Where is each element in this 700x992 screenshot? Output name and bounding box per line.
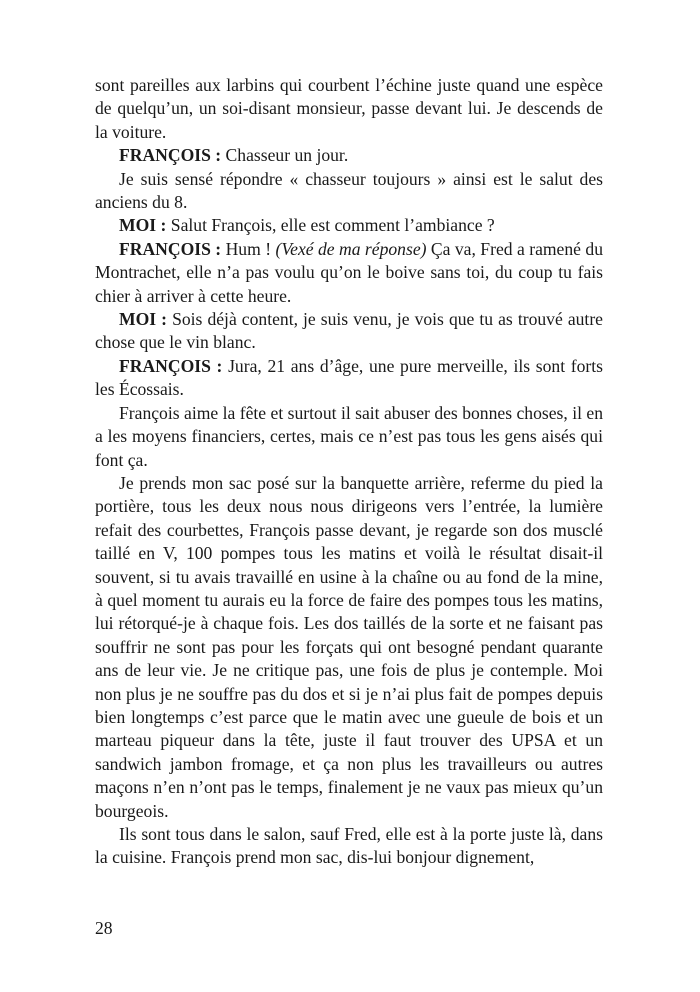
speaker-label: FRANÇOIS : bbox=[119, 355, 223, 376]
paragraph-text: Ils sont tous dans le salon, sauf Fred, elle est à la porte juste là, dans la cuisine. François prend mon sac, dis-lui bonjour dignement, bbox=[95, 824, 603, 868]
dialogue-text: Chasseur un jour. bbox=[221, 145, 349, 166]
dialogue-text: Salut François, elle est comment l’ambiance ? bbox=[166, 215, 495, 236]
dialogue-text: Ça va, Fred a ramené du Montrachet, elle n’a pas voulu qu’on le boive sans toi, du coup tu fais chier à arriver à cette heure. bbox=[95, 238, 603, 306]
paragraph bbox=[95, 168, 603, 215]
dialogue-text: Hum ! bbox=[221, 238, 276, 259]
speaker-label: FRANÇOIS : bbox=[119, 238, 222, 259]
page-body bbox=[95, 74, 603, 870]
paragraph bbox=[95, 74, 603, 144]
paragraph-text: Je suis sensé répondre « chasseur toujours » ainsi est le salut des anciens du 8. bbox=[95, 168, 603, 213]
paragraph-text: Je prends mon sac posé sur la banquette arrière, referme du pied la portière, tous les deux nous nous dirigeons vers l’entrée, la lumière refait des courbettes, François passe devant, je regarde son dos musclé taillé en V, 100 pompes tous les matins et voilà le résultat disait-il souvent, si tu avais travaillé en usine à la chaîne ou au fond de la mine, à quel moment tu aurais eu la force de faire des pompes tous les matins, lui rétorqué-je à chaque fois. Les dos taillés de la sorte et ne faisant pas souffrir ne sont pas pour les forçats qui ont besogné pendant quarante ans de leur vie. Je ne critique pas, une fois de plus je contemple. Moi non plus je ne souffre pas du dos et si je n’ai plus fait de pompes depuis bien longtemps c’est parce que le matin avec une gueule de bois et un marteau piqueur dans la tête, juste il faut trouver des UPSA et un sandwich jambon fromage, et ça non plus les travailleurs ou autres maçons n’en n’ont pas le temps, finalement je ne vaux pas mieux qu’un bourgeois. bbox=[95, 472, 603, 821]
dialogue-line bbox=[95, 308, 603, 355]
speaker-label: MOI : bbox=[119, 309, 168, 330]
dialogue-text: Jura, 21 ans d’âge, une pure merveille, ils sont forts les Écossais. bbox=[95, 355, 603, 400]
paragraph-text: François aime la fête et surtout il sait abuser des bonnes choses, il en a les moyens financiers, certes, mais ce n’est pas tous les gens aisés qui font ça. bbox=[95, 402, 603, 470]
dialogue-line bbox=[95, 144, 603, 167]
dialogue-text: Sois déjà content, je suis venu, je vois que tu as trouvé autre chose que le vin blanc. bbox=[95, 309, 603, 353]
stage-direction: (Vexé de ma réponse) bbox=[275, 238, 427, 259]
paragraph bbox=[95, 472, 603, 823]
paragraph bbox=[95, 402, 603, 472]
speaker-label: MOI : bbox=[119, 215, 167, 236]
dialogue-line bbox=[95, 355, 603, 402]
dialogue-line bbox=[95, 238, 603, 308]
dialogue-line bbox=[95, 214, 603, 237]
paragraph-text: sont pareilles aux larbins qui courbent l’échine juste quand une espèce de quelqu’un, un soi-disant monsieur, passe devant lui. Je descends de la voiture. bbox=[95, 75, 603, 142]
paragraph bbox=[95, 823, 603, 870]
page-number: 28 bbox=[95, 918, 113, 938]
speaker-label: FRANÇOIS : bbox=[119, 145, 222, 166]
